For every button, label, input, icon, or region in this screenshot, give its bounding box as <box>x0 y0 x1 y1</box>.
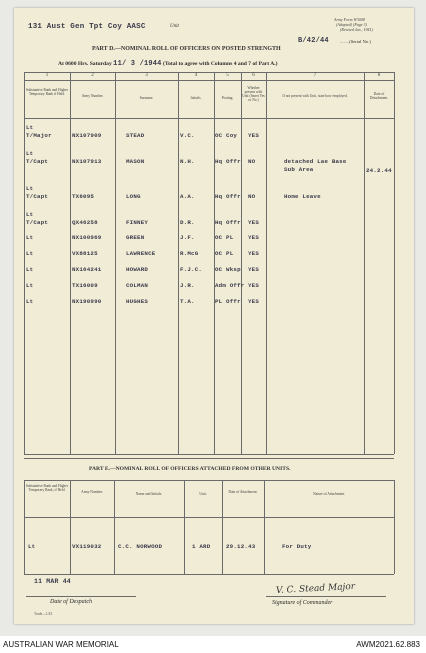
form-adapted: (Adapted) (Page 3) <box>336 22 367 27</box>
row-present: NO <box>248 158 256 165</box>
despatch-label: Date of Despatch <box>50 599 92 605</box>
col-number-2: 2 <box>91 73 94 78</box>
row-surname: GREEN <box>126 234 145 241</box>
col-number-1: 1 <box>45 73 49 78</box>
row-surname: FINNEY <box>126 219 149 226</box>
e-row-date: 29.12.43 <box>226 543 256 550</box>
row-posting: Hq Offr <box>215 219 241 226</box>
e-col-header-unit: Unit. <box>199 492 207 496</box>
row-detachment-date: 24.2.44 <box>366 167 392 174</box>
row-present: YES <box>248 219 260 226</box>
row-rank: Lt <box>26 266 34 273</box>
row-posting: OC Wksp <box>215 266 241 273</box>
row-army-number: VX88125 <box>72 250 98 257</box>
part-d-title: PART D.—NOMINAL ROLL OF OFFICERS ON POSTED STRENGTH <box>92 46 281 52</box>
col-header-detachment: Date of Detachment. <box>369 92 389 100</box>
row-initials: T.A. <box>180 298 195 305</box>
row-present: YES <box>248 266 260 273</box>
part-d-subtitle <box>58 60 278 68</box>
row-employed: Home Leave <box>284 193 321 200</box>
row-army-number: NX100969 <box>72 234 102 241</box>
row-initials: R.McG <box>180 250 199 257</box>
row-present: YES <box>248 298 260 305</box>
roll-date: 11/ 3 /1944 <box>113 60 162 68</box>
row-posting: Hq Offr <box>215 193 241 200</box>
archive-accession: AWM2021.62.883 <box>356 640 420 649</box>
row-rank: Lt <box>26 282 34 289</box>
e-row-rank: Lt <box>28 543 36 550</box>
row-rank: T/Capt <box>26 193 49 200</box>
commander-signature: V. C. Stead Major <box>275 581 356 597</box>
row-initials: J.F. <box>180 234 195 241</box>
col-header-rank: Substantive Rank and Higher Temporary Rank if Held. <box>25 88 69 96</box>
row-surname: HOWARD <box>126 266 149 273</box>
row-rank: T/Capt <box>26 219 49 226</box>
row-army-number: TX16009 <box>72 282 98 289</box>
archive-footer <box>0 636 426 653</box>
row-rank-substantive: Lt <box>26 150 34 157</box>
form-revised: (Revised Jan., 1941) <box>340 27 373 32</box>
row-initials: A.A. <box>180 193 195 200</box>
row-posting: Hq Offr <box>215 158 241 165</box>
e-row-name: C.C. NORWOOD <box>118 543 163 550</box>
col-number-6: 6 <box>252 73 255 78</box>
col-number-7: 7 <box>313 73 317 78</box>
unit-label: Unit <box>170 24 179 29</box>
row-rank: T/Major <box>26 132 52 139</box>
row-army-number: NX107913 <box>72 158 102 165</box>
col-header-employed: If not present with Unit, state how employed. <box>282 94 348 98</box>
roll-time-label: At 0600 Hrs. Saturday <box>58 61 112 67</box>
row-surname: HUGHES <box>126 298 149 305</box>
row-present: NO <box>248 193 256 200</box>
row-posting: PL Offr <box>215 298 241 305</box>
col-header-number: Army Number. <box>81 94 104 98</box>
row-initials: D.R. <box>180 219 195 226</box>
row-present: YES <box>248 250 260 257</box>
row-posting: OC PL <box>215 250 234 257</box>
row-surname: LAWRENCE <box>126 250 156 257</box>
row-rank-substantive: Lt <box>26 124 34 131</box>
row-surname: MASON <box>126 158 145 165</box>
row-posting: OC PL <box>215 234 234 241</box>
roll-total-note: (Total to agree with Columns 4 and 7 of Part A.) <box>163 61 278 67</box>
row-posting: OC Coy <box>215 132 238 139</box>
e-row-army-number: VX119032 <box>72 543 102 550</box>
row-army-number: NX107909 <box>72 132 102 139</box>
row-employed: detached Lae Base Sub Area <box>284 158 347 173</box>
col-number-5: 5 <box>226 73 229 78</box>
archive-name: AUSTRALIAN WAR MEMORIAL <box>3 640 119 649</box>
col-header-posting: Posting. <box>221 96 234 100</box>
row-initials: N.H. <box>180 158 195 165</box>
e-col-header-nature: Nature of Attachment. <box>312 492 346 496</box>
row-surname: LONG <box>126 193 141 200</box>
form-id: Army Form W3008 <box>334 17 365 22</box>
signature-label: Signature of Commander <box>272 600 333 606</box>
row-initials: F.J.C. <box>180 266 203 273</box>
signature-line <box>266 596 386 597</box>
serial-number: B/42/44 <box>298 37 329 45</box>
row-rank: Lt <box>26 234 34 241</box>
e-col-header-number: Army Number. <box>81 490 103 494</box>
despatch-date: 11 MAR 44 <box>34 578 71 585</box>
row-rank: T/Capt <box>26 158 49 165</box>
part-e-title: PART E.—NOMINAL ROLL OF OFFICERS ATTACHED FROM OTHER UNITS. <box>89 466 291 472</box>
row-rank-substantive: Lt <box>26 211 34 218</box>
unit-name: 131 Aust Gen Tpt Coy AASC <box>28 23 146 31</box>
e-row-unit: 1 ARD <box>192 543 211 550</box>
row-rank-substantive: Lt <box>26 185 34 192</box>
form-sheet <box>14 8 414 624</box>
row-initials: V.C. <box>180 132 195 139</box>
e-col-header-name: Name and Initials. <box>135 492 163 496</box>
part-e-divider <box>24 458 394 459</box>
row-initials: J.R. <box>180 282 195 289</box>
despatch-line <box>26 596 136 597</box>
e-row-nature: For Duty <box>282 543 312 550</box>
printer-code: Trade—1/43 <box>34 612 53 616</box>
row-army-number: NX164241 <box>72 266 102 273</box>
col-header-surname: Surname. <box>139 96 154 100</box>
row-present: YES <box>248 282 260 289</box>
col-number-8: 8 <box>377 73 381 78</box>
e-col-header-date: Date of Attachment. <box>228 490 258 494</box>
row-army-number: TX6095 <box>72 193 95 200</box>
row-army-number: NX190990 <box>72 298 102 305</box>
row-surname: COLMAN <box>126 282 149 289</box>
col-header-present: Whether present with Unit (Insert Yes or No.) <box>242 86 265 102</box>
row-rank: Lt <box>26 298 34 305</box>
row-posting: Adm Offr <box>215 282 245 289</box>
row-rank: Lt <box>26 250 34 257</box>
col-number-4: 4 <box>194 73 198 78</box>
col-header-initials: Initials. <box>190 96 202 100</box>
e-col-header-rank: Substantive Rank and Higher Temporary Rank, if Held. <box>25 484 69 492</box>
row-present: YES <box>248 234 260 241</box>
row-army-number: QX46258 <box>72 219 98 226</box>
row-present: YES <box>248 132 260 139</box>
row-surname: STEAD <box>126 132 145 139</box>
col-number-3: 3 <box>145 73 148 78</box>
serial-label: ........(Serial No.) <box>340 39 371 44</box>
